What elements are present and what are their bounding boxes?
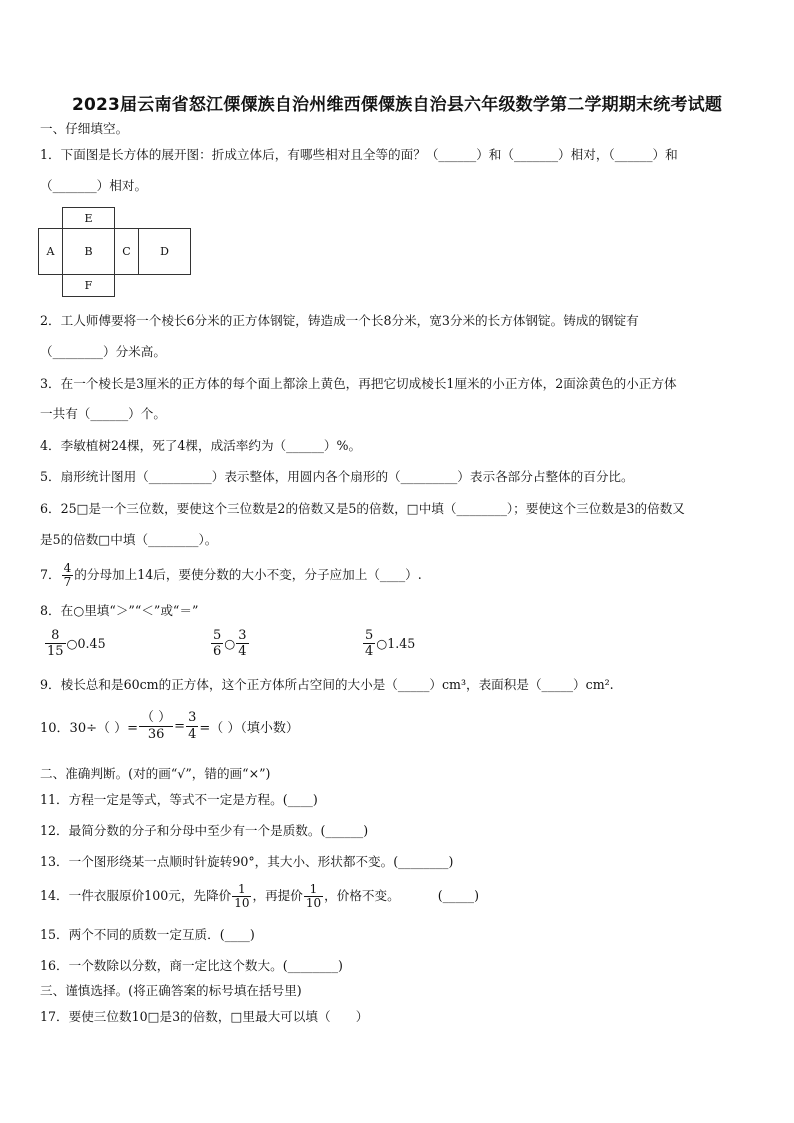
question-10: 10． 30÷（ ）= $\frac{( )}{36}$ = $\frac{3}{4}$ =（ ）（填小数）	[40, 710, 299, 742]
question-6-line-1: 6．25□是一个三位数，要使这个三位数是2的倍数又是5的倍数，□中填（________）；要使这个三位数是3的倍数又	[40, 501, 685, 516]
question-13: 13．一个图形绕某一点顺时针旋转90°，其大小、形状都不变。(________)	[40, 854, 454, 869]
question-2-line-1: 2．工人师傅要将一个棱长6分米的正方体钢锭，铸造成一个长8分米，宽3分米的长方体钢锭。铸成的钢锭有	[40, 313, 639, 328]
net-face-c: C	[114, 228, 139, 275]
question-9: 9．棱长总和是60cm的正方体，这个正方体所占空间的大小是（_____）cm³，表面积是（_____）cm².	[40, 677, 614, 692]
question-3-line-2: 一共有（______）个。	[40, 406, 166, 421]
question-14-fraction-1: $\frac{1}{10}$	[234, 882, 250, 910]
net-face-b: B	[62, 228, 115, 275]
section-3-heading: 三、谨慎选择。(将正确答案的标号填在括号里)	[40, 983, 302, 998]
net-face-f: F	[62, 274, 115, 297]
question-11: 11．方程一定是等式，等式不一定是方程。(____)	[40, 792, 318, 807]
question-7-number: 7．	[40, 567, 61, 582]
question-14-fraction-2: $\frac{1}{10}$	[305, 882, 322, 910]
section-1-heading: 一、仔细填空。	[40, 121, 129, 136]
question-16: 16．一个数除以分数，商一定比这个数大。(________)	[40, 958, 343, 973]
question-7-fraction: $\frac{4}{7}$	[63, 561, 72, 589]
question-8: 8．在○里填“＞”“＜”或“＝”	[40, 603, 199, 618]
net-face-a: A	[38, 228, 63, 275]
compare-item-3: $\frac{5}{4}$ ○1.45	[365, 628, 416, 659]
page-title: 2023届云南省怒江傈僳族自治州维西傈僳族自治县六年级数学第二学期期末统考试题	[71, 95, 723, 115]
question-6-line-2: 是5的倍数□中填（________）。	[40, 532, 218, 547]
net-face-d: D	[138, 228, 191, 275]
question-5: 5．扇形统计图用（__________）表示整体，用圆内各个扇形的（_________）表示各部分占整体的百分比。	[40, 469, 634, 484]
question-3-line-1: 3．在一个棱长是3厘米的正方体的每个面上都涂上黄色，再把它切成棱长1厘米的小正方体，2面涂黄色的小正方体	[40, 376, 677, 391]
question-7-text: 的分母加上14后，要使分数的大小不变，分子应加上（____）.	[74, 567, 422, 582]
question-4: 4．李敏植树24棵，死了4棵，成活率约为（______）%。	[40, 438, 362, 453]
question-17: 17．要使三位数10□是3的倍数，□里最大可以填（ ）	[40, 1009, 369, 1024]
question-14: 14．一件衣服原价100元，先降价 $\frac{1}{10}$ ，再提价 $\frac{1}{10}$ ，价格不变。 (_____)	[40, 882, 480, 910]
section-2-heading: 二、准确判断。(对的画“√”，错的画“×”)	[40, 766, 271, 781]
question-15: 15．两个不同的质数一定互质．(____)	[40, 927, 255, 942]
question-12: 12．最简分数的分子和分母中至少有一个是质数。(______)	[40, 823, 369, 838]
question-2-line-2: （________）分米高。	[40, 344, 166, 359]
compare-item-2: $\frac{5}{6}$ ○ $\frac{3}{4}$	[213, 628, 247, 659]
question-7	[40, 562, 760, 589]
question-1-line-1: 1．下面图是长方体的展开图：折成立体后，有哪些相对且全等的面？（______）和（_______）相对，（______）和	[40, 147, 678, 162]
net-face-e: E	[62, 207, 115, 229]
compare-item-1: $\frac{8}{15}$ ○0.45	[47, 628, 106, 659]
question-1-line-2: （_______）相对。	[40, 178, 148, 193]
